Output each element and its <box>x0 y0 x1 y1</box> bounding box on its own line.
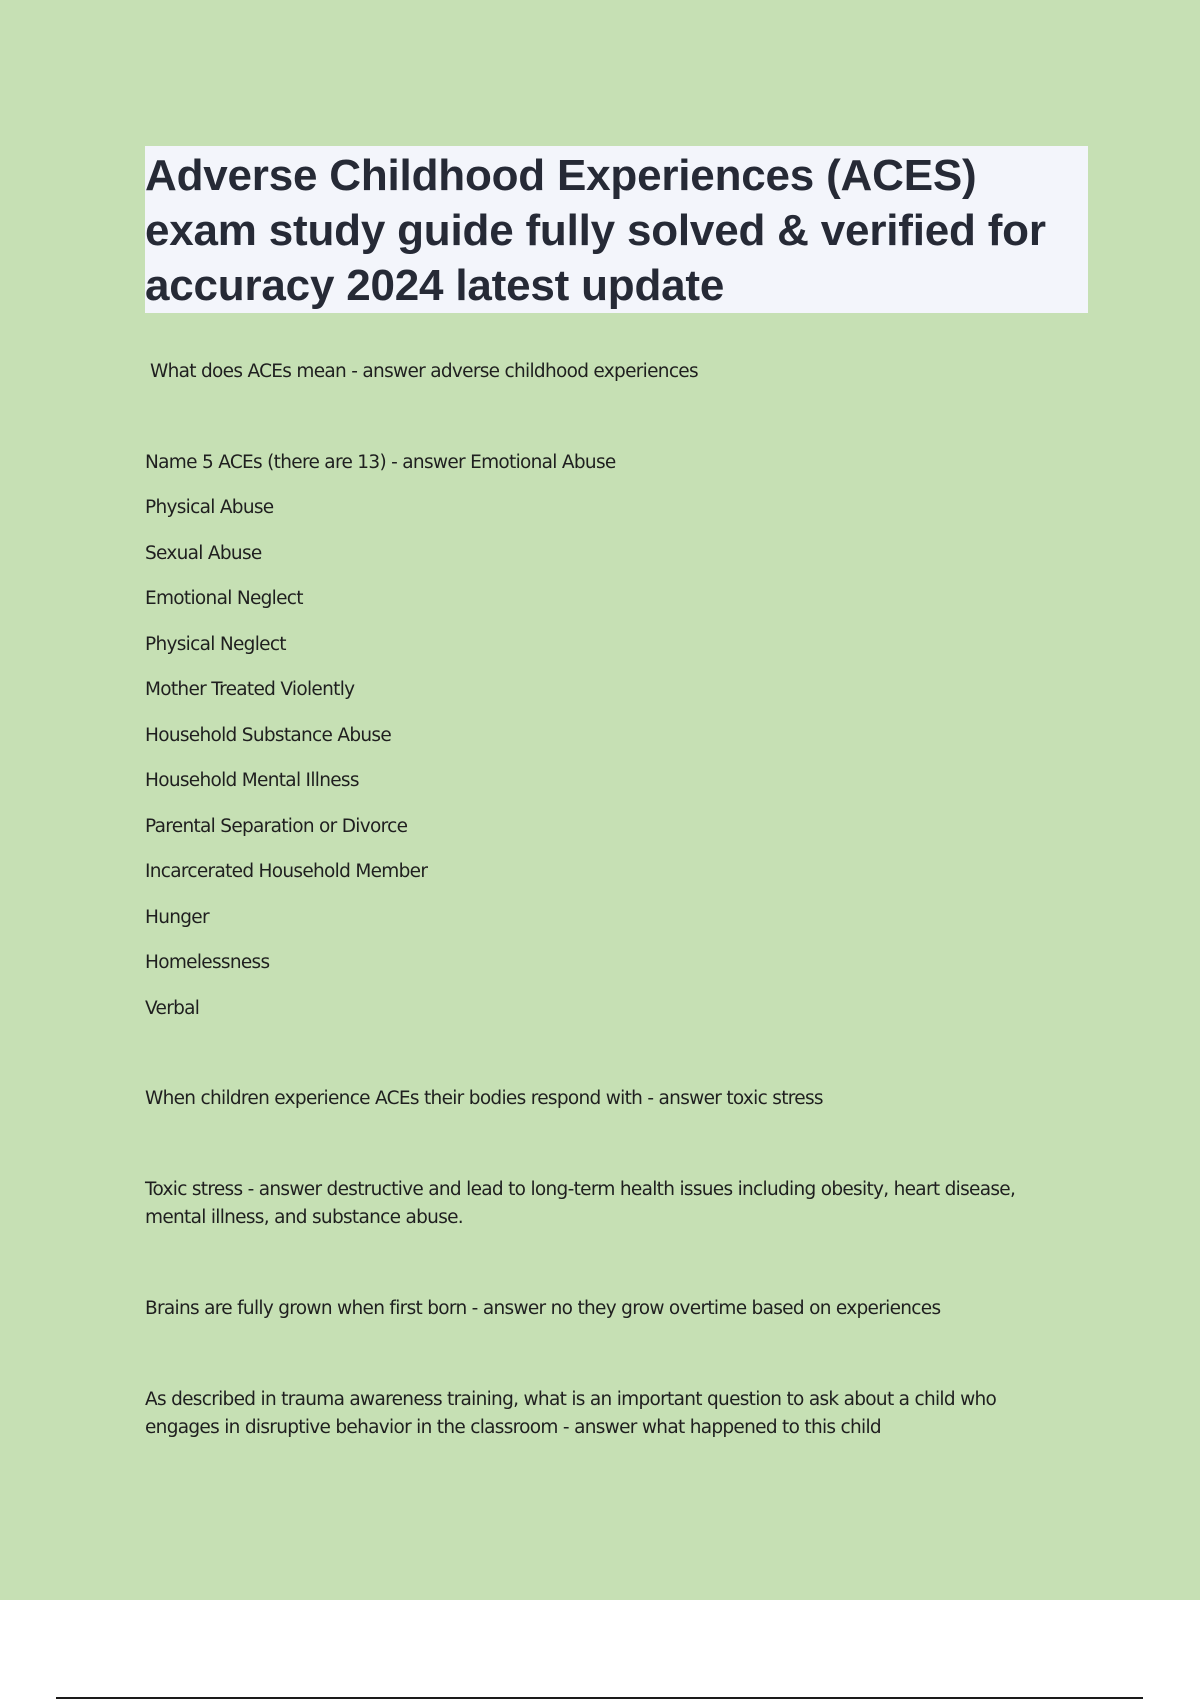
list-item: Physical Abuse <box>145 497 274 518</box>
qa-name-aces: Name 5 ACEs (there are 13) - answer Emotional Abuse <box>145 452 616 473</box>
list-item: Household Mental Illness <box>145 770 359 791</box>
list-item: Mother Treated Violently <box>145 679 355 700</box>
footer-divider <box>56 1697 1143 1699</box>
qa-brain-growth: Brains are fully grown when first born - answer no they grow overtime based on experiences <box>145 1298 941 1319</box>
list-item: Physical Neglect <box>145 634 286 655</box>
list-item: Incarcerated Household Member <box>145 861 428 882</box>
list-item: Emotional Neglect <box>145 588 303 609</box>
qa-toxic-stress-response: When children experience ACEs their bodies respond with - answer toxic stress <box>145 1088 823 1109</box>
list-item: Household Substance Abuse <box>145 725 392 746</box>
list-item: Sexual Abuse <box>145 543 262 564</box>
qa-toxic-stress-definition: Toxic stress - answer destructive and lead to long-term health issues including obesity, heart disease, mental illness, and substance abuse. <box>145 1179 1016 1228</box>
document-title: Adverse Childhood Experiences (ACES) exam study guide fully solved & verified for accuracy 2024 latest update <box>145 151 1046 310</box>
qa-trauma-question: As described in trauma awareness training, what is an important question to ask about a child who engages in disruptive behavior in the classroom - answer what happened to this child <box>145 1389 997 1438</box>
list-item: Homelessness <box>145 952 270 973</box>
list-item: Hunger <box>145 907 209 928</box>
list-item: Parental Separation or Divorce <box>145 816 408 837</box>
list-item: Verbal <box>145 998 200 1019</box>
qa-aces-meaning: What does ACEs mean - answer adverse childhood experiences <box>150 361 698 382</box>
